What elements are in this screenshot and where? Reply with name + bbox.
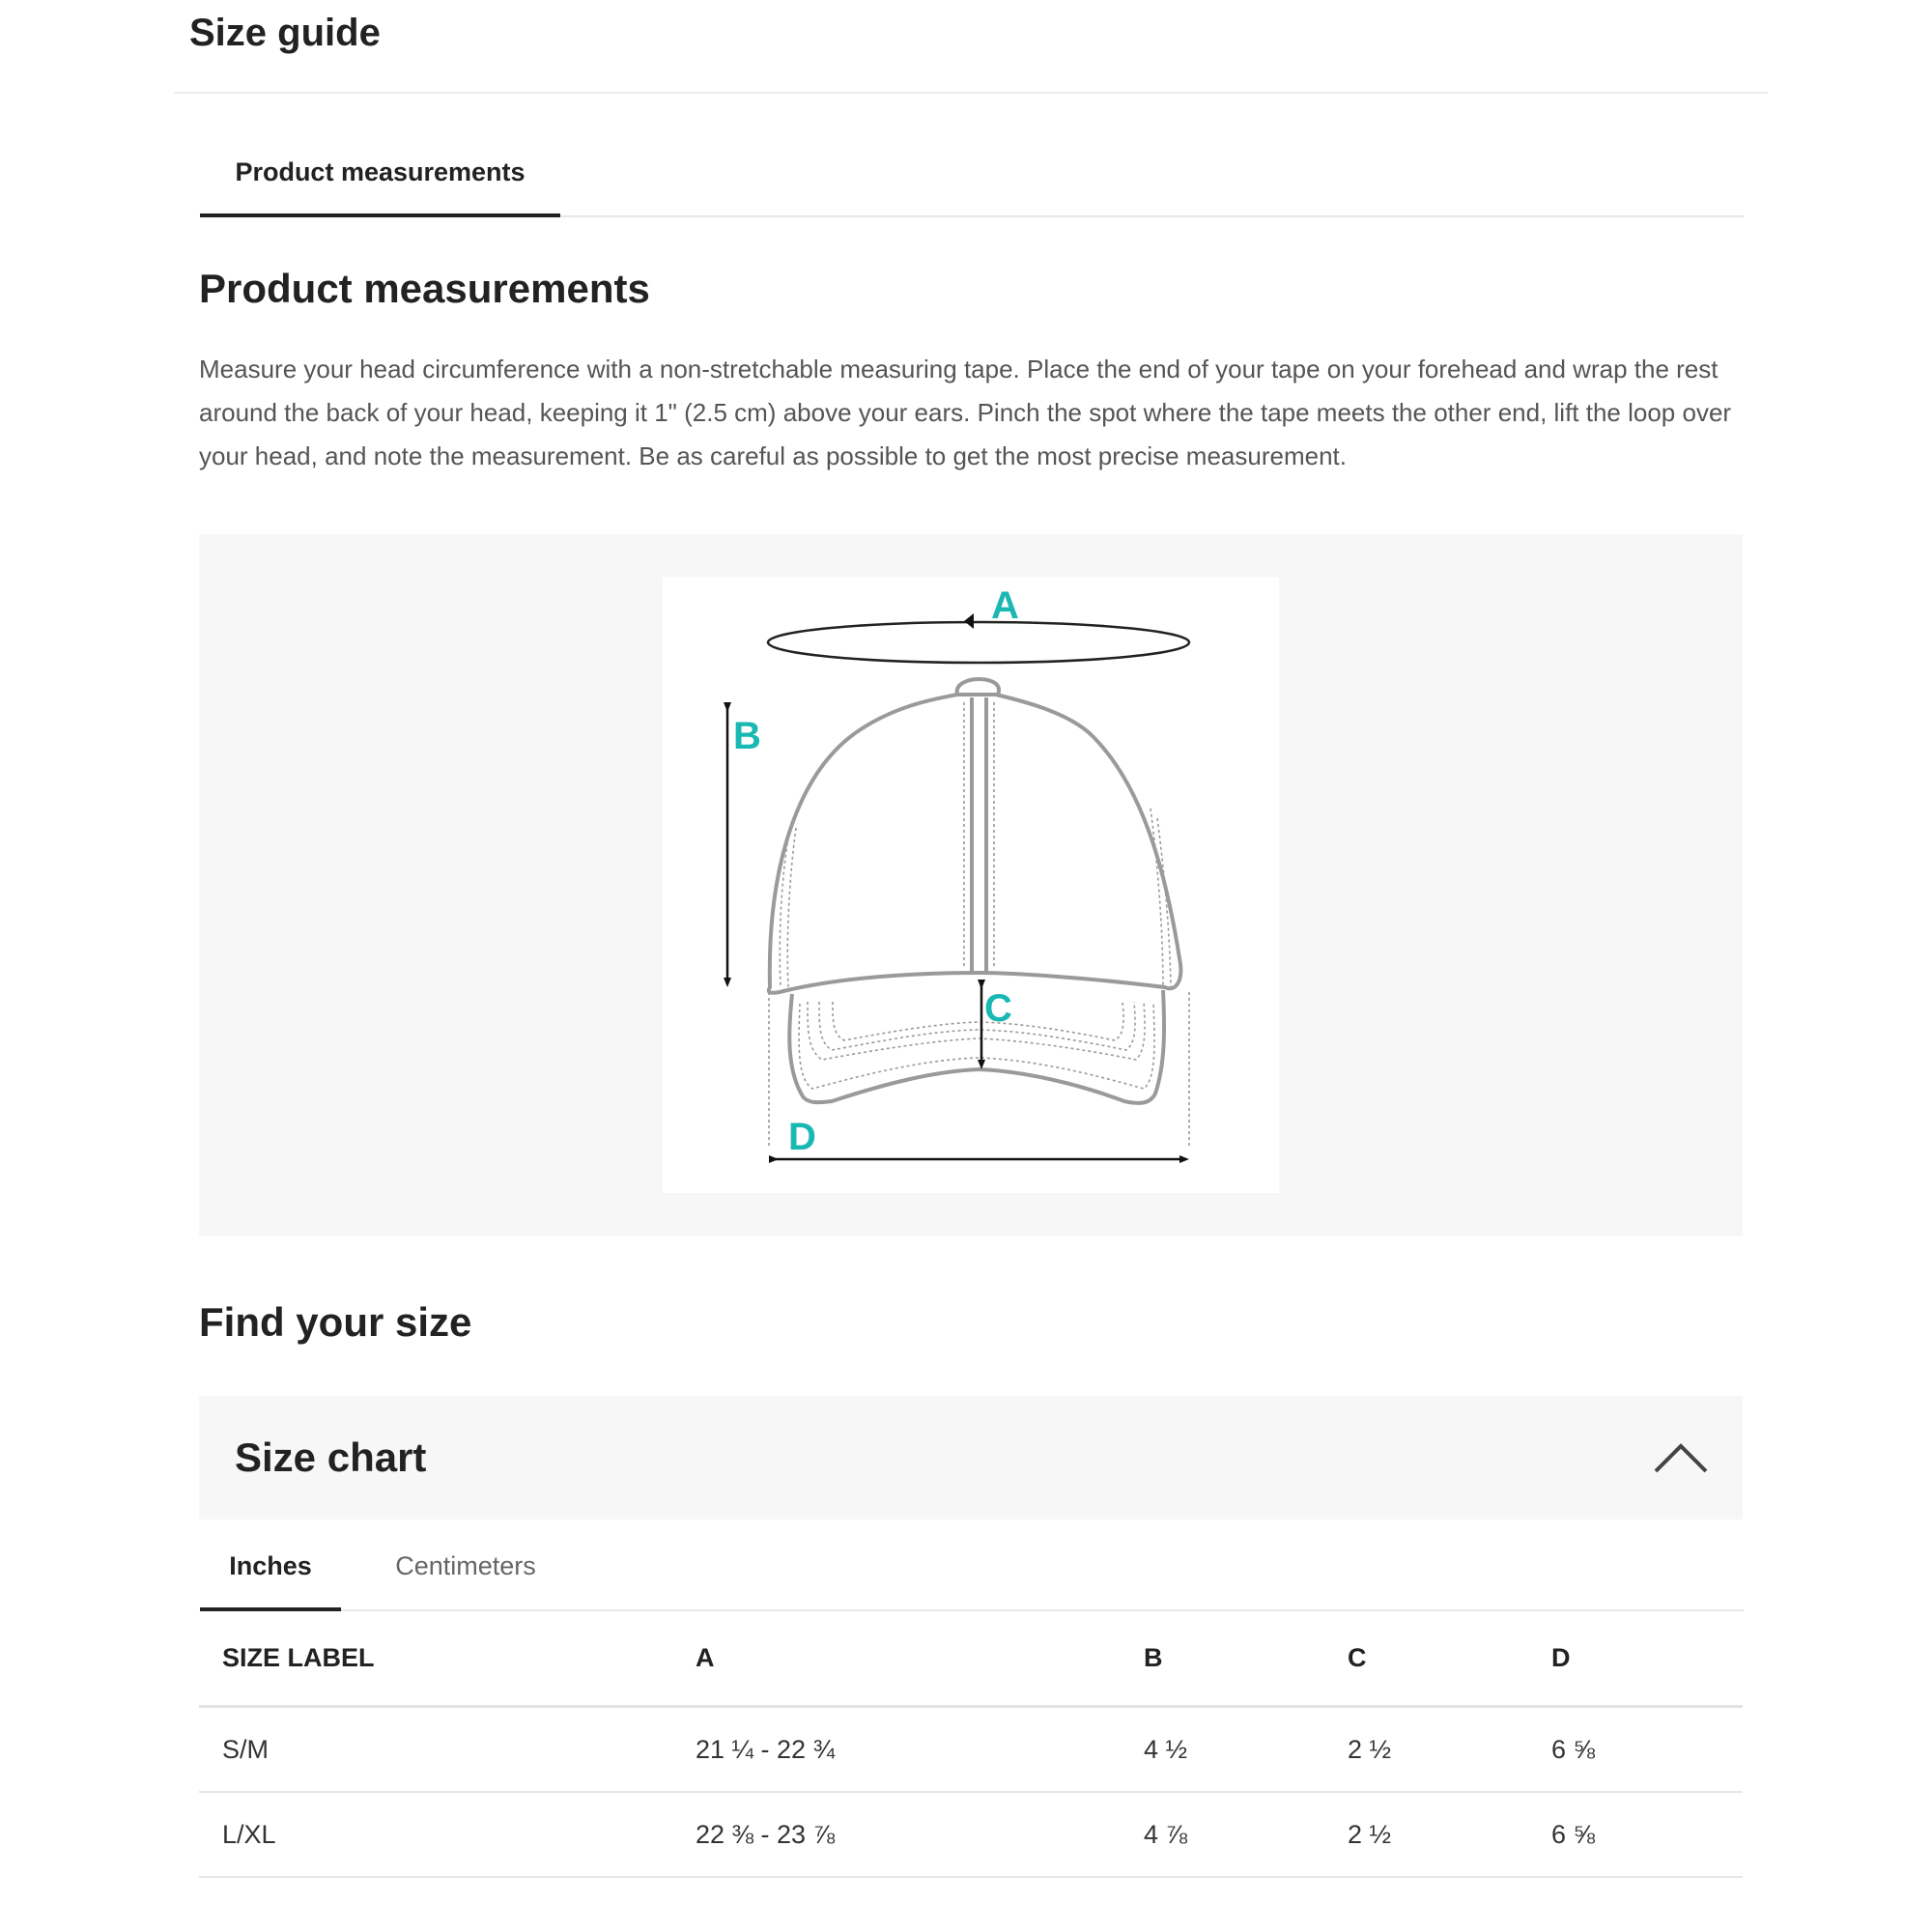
label-a: A bbox=[991, 584, 1019, 627]
tab-inches[interactable]: Inches bbox=[200, 1538, 341, 1611]
table-cell: L/XL bbox=[199, 1792, 696, 1877]
table-row bbox=[199, 1707, 1743, 1793]
main-tabs bbox=[200, 150, 1744, 217]
cap-stitching bbox=[769, 702, 1189, 1147]
table-cell: 6 ⅝ bbox=[1551, 1707, 1743, 1793]
page-title: Size guide bbox=[189, 12, 381, 54]
table-cell: 6 ⅝ bbox=[1551, 1792, 1743, 1877]
tab-centimeters[interactable]: Centimeters bbox=[395, 1551, 536, 1580]
size-table bbox=[199, 1611, 1743, 1878]
column-header: D bbox=[1551, 1611, 1743, 1707]
measurements-heading: Product measurements bbox=[199, 266, 650, 311]
unit-tabs bbox=[200, 1538, 1744, 1611]
measure-a-ellipse bbox=[768, 613, 1189, 663]
table-cell: 21 ¼ - 22 ¾ bbox=[696, 1707, 1144, 1793]
diagram-panel bbox=[199, 534, 1743, 1236]
column-header: B bbox=[1144, 1611, 1348, 1707]
table-cell: 22 ⅜ - 23 ⅞ bbox=[696, 1792, 1144, 1877]
table-cell: 2 ½ bbox=[1348, 1792, 1551, 1877]
table-header-row bbox=[199, 1611, 1743, 1707]
find-size-heading: Find your size bbox=[199, 1299, 472, 1345]
cap-diagram bbox=[663, 577, 1279, 1193]
column-header: SIZE LABEL bbox=[199, 1611, 696, 1707]
tab-product-measurements[interactable]: Product measurements bbox=[200, 150, 560, 217]
table-cell: 2 ½ bbox=[1348, 1707, 1551, 1793]
measurements-description: Measure your head circumference with a non-stretchable measuring tape. Place the end of your tape on your forehead and wrap the rest around the back of your head, keeping it 1" (2.5 cm) above your ears. Pinch the spot where the tape meets the other end, lift the loop over your head, and note the measurement. Be as careful as possible to get the most precise measurement. bbox=[199, 355, 1732, 470]
label-b: B bbox=[733, 715, 761, 757]
table-cell: S/M bbox=[199, 1707, 696, 1793]
chevron-up-icon[interactable] bbox=[1652, 1438, 1710, 1477]
cap-outline bbox=[769, 679, 1181, 1103]
label-c: C bbox=[984, 987, 1012, 1030]
size-chart-title: Size chart bbox=[235, 1435, 427, 1480]
table-cell: 4 ⅞ bbox=[1144, 1792, 1348, 1877]
column-header: C bbox=[1348, 1611, 1551, 1707]
table-cell: 4 ½ bbox=[1144, 1707, 1348, 1793]
title-divider bbox=[174, 92, 1768, 94]
table-row bbox=[199, 1792, 1743, 1877]
size-chart-accordion[interactable] bbox=[199, 1396, 1743, 1520]
label-d: D bbox=[788, 1116, 816, 1158]
column-header: A bbox=[696, 1611, 1144, 1707]
